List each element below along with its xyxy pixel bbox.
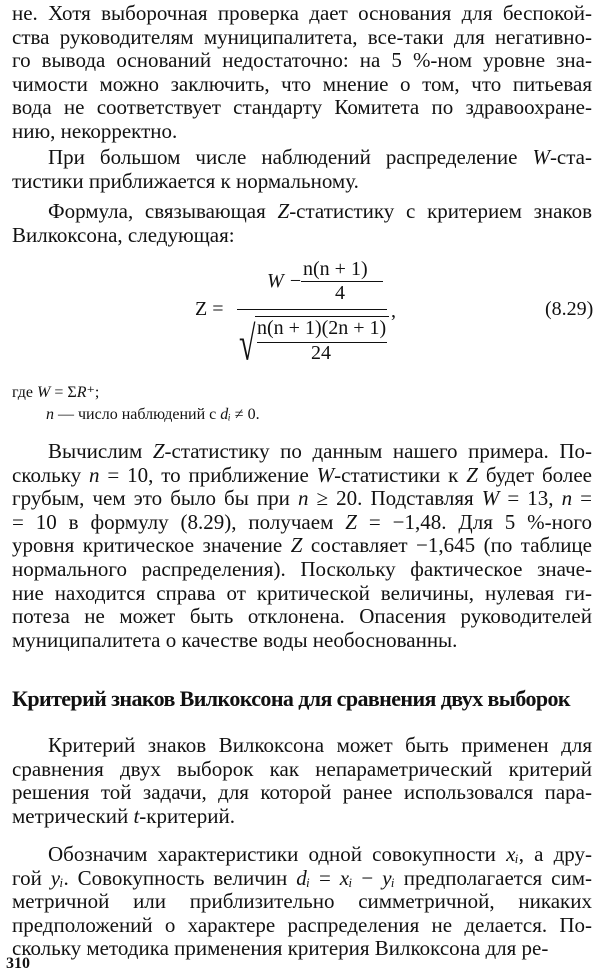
text-line: тистики приближается к нормальному. bbox=[12, 169, 359, 193]
text-line: предположений о характере распределения не делается. По- bbox=[12, 913, 592, 937]
text-line: ства руководителям муниципалитета, все-таки для негативно- bbox=[12, 25, 592, 49]
text-line: скольку n = 10, то приближение W-статистики к Z будет более bbox=[12, 463, 592, 487]
formula-comma: , bbox=[391, 300, 396, 322]
text-line: го вывода оснований недостаточно: на 5 %-ном уровне зна- bbox=[12, 49, 592, 73]
formula-lhs: Z = bbox=[195, 298, 224, 320]
text-line: не. Хотя выборочная проверка дает основания для беспокой- bbox=[12, 2, 592, 25]
text-line: скольку методика применения критерия Вилкоксона для ре- bbox=[12, 937, 549, 961]
formula-sqrt-denominator: 24 bbox=[311, 342, 331, 364]
legend-w: где W = ΣR⁺; bbox=[12, 384, 100, 401]
paragraph-normal-approximation bbox=[12, 146, 592, 193]
formula-inner-numerator: n(n + 1) bbox=[303, 258, 368, 280]
legend-n: n — число наблюдений с dᵢ ≠ 0. bbox=[46, 406, 260, 423]
text-line: метричной или приблизительно симметричной, никаких bbox=[12, 890, 592, 914]
paragraph-notation bbox=[12, 843, 592, 961]
text-line: уровня критическое значение Z составляет −1,645 (по таблице bbox=[12, 534, 592, 558]
text-line: грубым, чем это было бы при n ≥ 20. Подставляя W = 13, n = bbox=[12, 487, 592, 511]
paragraph-continuation bbox=[12, 2, 592, 144]
section-heading: Критерий знаков Вилкоксона для сравнения двух выборок bbox=[12, 686, 570, 711]
formula-z-statistic bbox=[195, 258, 425, 372]
text-line: вода не соответствует стандарту Комитета по здравоохране- bbox=[12, 96, 592, 120]
text-line: = 10 в формулу (8.29), получаем Z = −1,48. Для 5 %-ного bbox=[12, 510, 592, 534]
text-line: Вилкоксона, следующая: bbox=[12, 223, 235, 247]
formula-inner-denominator: 4 bbox=[335, 282, 345, 304]
paragraph-formula-intro bbox=[12, 200, 592, 247]
formula-main-bar bbox=[237, 309, 387, 310]
text-line: Критерий знаков Вилкоксона может быть применен для bbox=[48, 734, 592, 757]
formula-w-minus: W − bbox=[267, 270, 303, 292]
text-line: ние находится справа от критической величины, нулевая ги- bbox=[12, 581, 592, 605]
formula-sqrt-sign: √ bbox=[239, 318, 256, 371]
text-line: Формула, связывающая Z-статистику с критерием знаков bbox=[48, 200, 592, 223]
text-line: нормального распределения). Поскольку фактическое значе- bbox=[12, 557, 592, 581]
text-line: чимости можно заключить, что мнение о том, что питьевая bbox=[12, 72, 592, 96]
text-line: нию, некорректно. bbox=[12, 119, 178, 143]
text-line: решения той задачи, для которой ранее использовался пара- bbox=[12, 781, 592, 805]
text-line: гой yᵢ. Совокупность величин dᵢ = xᵢ − yᵢ предполагается сим- bbox=[12, 866, 592, 890]
paragraph-two-samples bbox=[12, 734, 592, 828]
paragraph-calculation bbox=[12, 440, 592, 652]
formula-legend bbox=[12, 382, 592, 426]
text-line: сравнения двух выборок как непараметрический критерий bbox=[12, 757, 592, 781]
equation-number: (8.29) bbox=[545, 298, 594, 320]
text-line: потеза не может быть отклонена. Опасения руководителей bbox=[12, 605, 592, 629]
text-line: метрический t-критерий. bbox=[12, 804, 235, 828]
text-line: муниципалитета о качестве воды необоснованны. bbox=[12, 628, 458, 652]
formula-sqrt-numerator: n(n + 1)(2n + 1) bbox=[257, 317, 387, 339]
text-line: При большом числе наблюдений распределение W-ста- bbox=[48, 146, 592, 169]
text-line: Обозначим характеристики одной совокупности xᵢ, а дру- bbox=[48, 843, 592, 866]
page-number: 310 bbox=[6, 955, 30, 972]
text-line: Вычислим Z-статистику по данным нашего примера. По- bbox=[48, 440, 592, 463]
